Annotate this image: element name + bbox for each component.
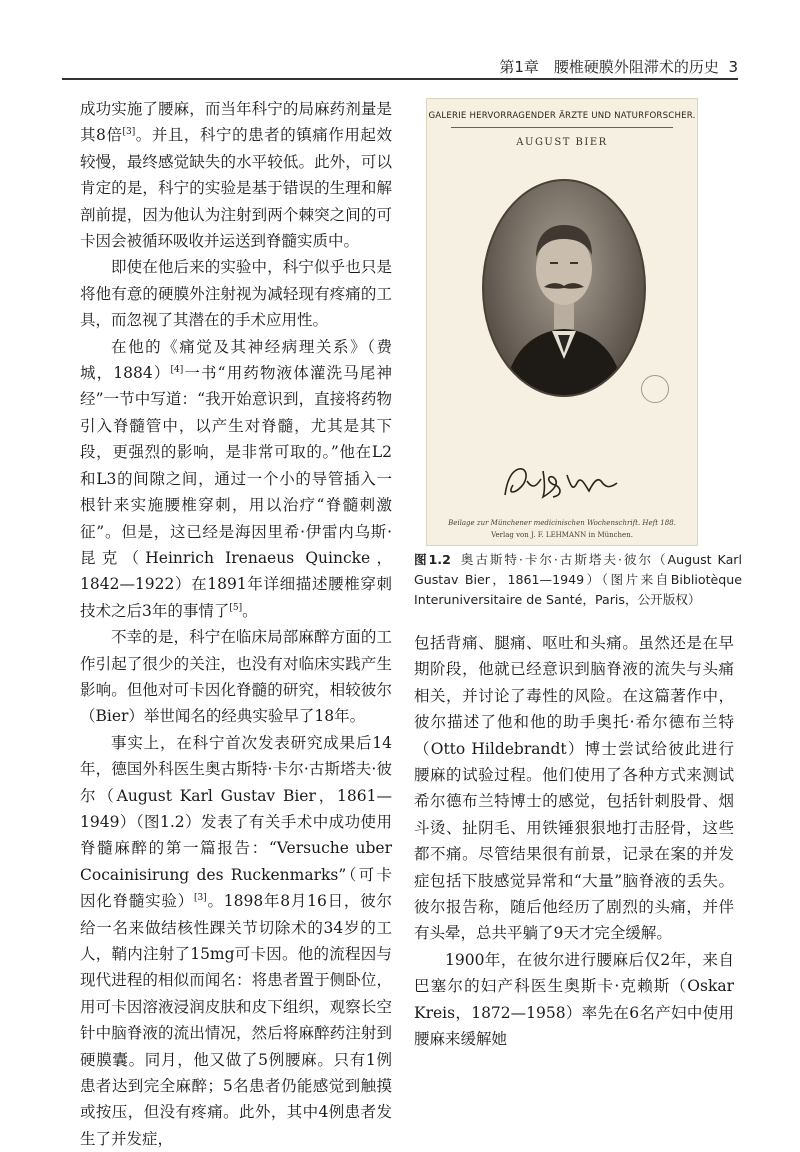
- paragraph: 事实上，在科宁首次发表研究成果后14年，德国外科医生奥古斯特·卡尔·古斯塔夫·彼尔（August Karl Gustav Bier，1861—1949）（图1.2）发表了有关手术中成功使用脊髓麻醉的第一篇报告：“Versuche uber Cocainisirung des Ruckenmarks”（可卡因化脊髓实验）[3]。1898年8月16日，彼尔给一名来做结核性踝关节切除术的34岁的工人，鞘内注射了15mg可卡因。他的流程因与现代进程的相似而闻名：将患者置于侧卧位，用可卡因溶液浸润皮肤和皮下组织，观察长空针中脑脊液的流出情况，然后将麻醉药注射到硬膜囊。同月，他又做了5例腰麻。只有1例患者达到完全麻醉；5名患者仍能感觉到触摸或按压，但没有疼痛。此外，其中4例患者发生了并发症，: [80, 733, 392, 1148]
- portrait-plate: [426, 98, 698, 546]
- paragraph: 1900年，在彼尔进行腰麻后仅2年，来自巴塞尔的妇产科医生奥斯卡·克赖斯（Oskar Kreis，1872—1958）率先在6名产妇中使用腰麻来缓解她: [414, 950, 734, 1049]
- citation: [3]: [122, 127, 136, 138]
- figure-label: 图1.2: [414, 552, 451, 567]
- paragraph: 不幸的是，科宁在临床局部麻醉方面的工作引起了很少的关注，也没有对临床实践产生影响。但他对可卡因化脊髓的研究，相较彼尔（Bier）举世闻名的经典实验早了18年。: [80, 628, 392, 726]
- citation: [4]: [170, 364, 184, 375]
- library-stamp: [641, 375, 669, 403]
- chapter-title: 第1章 腰椎硬膜外阻滞术的历史: [499, 58, 719, 76]
- citation: [5]: [229, 602, 243, 613]
- citation: [3]: [193, 893, 207, 904]
- figure-caption-text: 奥古斯特·卡尔·古斯塔夫·彼尔（August Karl Gustav Bier，1861—1949）（图片来自Bibliotèque Interuniversitaire de Santé，Paris，公开版权）: [414, 552, 742, 607]
- right-column: [414, 630, 734, 1053]
- portrait-photo: [482, 179, 646, 397]
- plate-caption: Beilage zur Münchener medicinischen Wochenschrift. Heft 188.: [448, 519, 676, 527]
- plate-gallery-title: GALERIE HERVORRAGENDER ÄRZTE UND NATURFORSCHER.: [428, 111, 696, 121]
- paragraph: 成功实施了腰麻，而当年科宁的局麻药剂量是其8倍[3]。并且，科宁的患者的镇痛作用起效较慢，最终感觉缺失的水平较低。此外，可以肯定的是，科宁的实验是基于错误的生理和解剖前提，因为他认为注射到两个棘突之间的可卡因会被循环吸收并运送到脊髓实质中。: [80, 100, 392, 251]
- header-text: [499, 56, 738, 77]
- page-number: 3: [728, 58, 738, 76]
- header-rule: [62, 78, 738, 80]
- paragraph: 在他的《痛觉及其神经病理关系》（费城，1884）[4]一书“用药物液体灌洗马尾神经”一节中写道：“我开始意识到，直接将药物引入脊髓管中，以产生对脊髓，尤其是其下段，更强烈的影响，是非常可取的。”他在L2和L3的间隙之间，通过一个小的导管插入一根针来实施腰椎穿刺，用以治疗“脊髓刺激征”。但是，这已经是海因里希·伊雷内乌斯·昆克（Heinrich Irenaeus Quincke，1842—1922）在1891年详细描述腰椎穿刺技术之后3年的事情了[5]。: [80, 337, 392, 620]
- plate-rule: [451, 127, 673, 128]
- paragraph: 即使在他后来的实验中，科宁似乎也只是将他有意的硬膜外注射视为减轻现有疼痛的工具，而忽视了其潜在的手术应用性。: [80, 258, 392, 330]
- running-header: [0, 0, 800, 78]
- plate-subject-name: AUGUST BIER: [516, 137, 608, 148]
- signature-image: [497, 461, 627, 505]
- plate-publisher: Verlag von J. F. LEHMANN in München.: [491, 531, 633, 539]
- paragraph: 包括背痛、腿痛、呕吐和头痛。虽然还是在早期阶段，他就已经意识到脑脊液的流失与头痛相关，并讨论了毒性的风险。在这篇著作中，彼尔描述了他和他的助手奥托·希尔德布兰特（Otto Hildebrandt）博士尝试给彼此进行腰麻的试验过程。他们使用了各种方式来测试希尔德布兰特博士的感觉，包括针刺股骨、烟斗烫、扯阴毛、用铁锤狠狠地打击胫骨，这些都不痛。尽管结果很有前景，记录在案的并发症包括下肢感觉异常和“大量”脑脊液的丢失。彼尔报告称，随后他经历了剧烈的头痛，并伴有头晕，总共平躺了9天才完全缓解。: [414, 634, 734, 943]
- left-column: [80, 96, 392, 1152]
- figure-caption: [414, 550, 742, 610]
